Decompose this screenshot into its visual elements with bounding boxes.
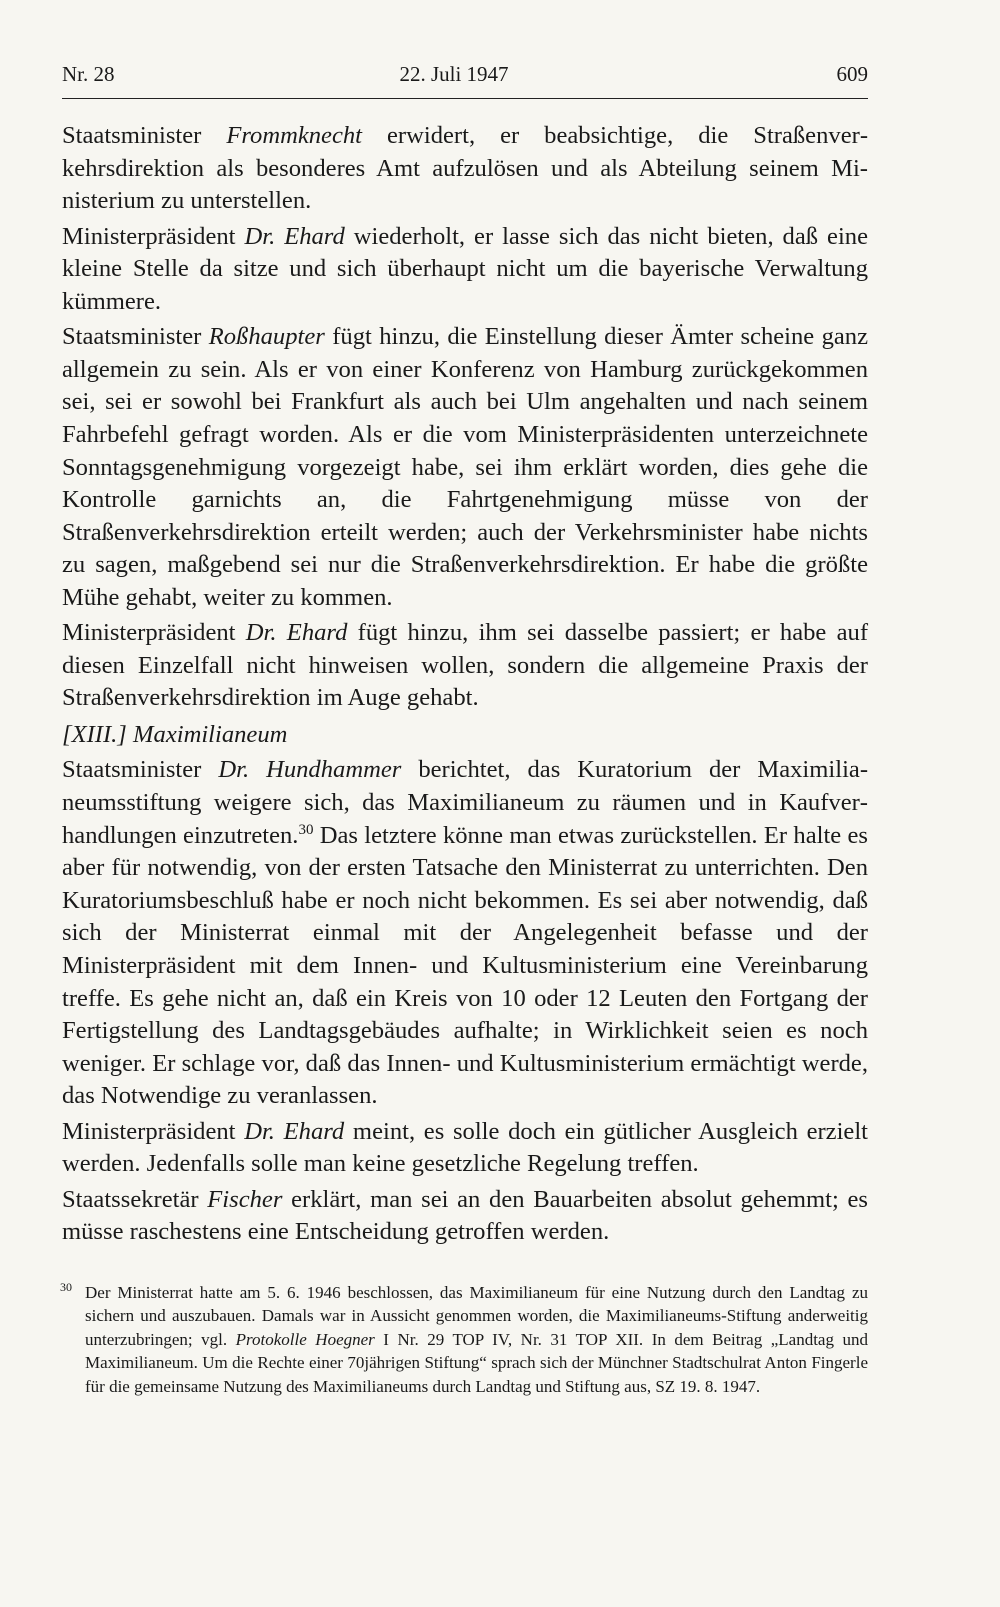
speaker-name: Dr. Ehard [245,619,348,647]
paragraph: Ministerpräsident Dr. Ehard meint, es solle doch ein gütlicher Ausgleich erzielt werden. Jedenfalls solle man keine gesetzliche Regelung treffen. [62,1117,869,1178]
main-text [62,120,868,1252]
page-header [62,58,868,99]
header-date: 22. Juli 1947 [399,62,509,86]
speaker-name: Dr. Ehard [244,222,345,250]
footnote [62,1281,868,1398]
speaker-name: Dr. Hundhammer [218,756,402,784]
reference-title: Protokolle Hoegner [235,1329,375,1349]
speaker-name: Roßhaupter [208,323,325,351]
paragraph: Staatsminister Dr. Hundhammer berichtet, das Kuratorium der Maximilianeumsstiftung weigere sich, das Maximilianeum zu räumen und in Kaufverhandlungen einzutreten.$^{30}$ Das letztere könne man etwas zurückstellen. Er halte es aber für notwendig, von der ersten Tatsache den Ministerrat zu unterrichten. Den Kuratoriumsbeschluß habe er noch nicht bekommen. Es sei aber notwendig, daß sich der Ministerrat einmal mit der Angelegenheit befasse und der Ministerpräsident mit dem Innen- und Kultusministerium eine Vereinbarung treffe. Es gehe nicht an, daß ein Kreis von 10 oder 12 Leuten den Fortgang der Fertigstellung des Landtagsgebäudes aufhalte; in Wirklichkeit seien es noch weniger. Er schlage vor, daß das Innen- und Kultusministerium ermächtigt werde, das Notwendige zu veranlassen. [62,756,869,1110]
page-number: 609 [836,62,868,86]
paragraph: Staatsminister Roßhaupter fügt hinzu, die Einstellung dieser Ämter scheine ganz allgemein zu sein. Als er von einer Konferenz von Hamburg zurückgekommen sei, sei er sowohl bei Frankfurt als auch bei Ulm angehalten und nach seinem Fahrbefehl gefragt worden. Als er die vom Ministerpräsidenten unterzeichnete Sonntagsgenehmigung vorgezeigt habe, sei ihm erklärt worden, dies gehe die Kontrolle garnichts an, die Fahrtgenehmigung müsse von der Straßenverkehrsdirektion erteilt werden; auch der Verkehrsminister habe nichts zu sagen, maßgebend sei nur die Straßenverkehrsdirektion. Er habe die größte Mühe gehabt, weiter zu kommen. [62,323,868,611]
speaker-name: Fischer [207,1185,283,1213]
footnote-reference[interactable]: 30 [298,821,314,838]
paragraph: Staatsminister Frommknecht erwidert, er beabsichtige, die Straßenverkehrsdirektion als besonderes Amt aufzulösen und als Abteilung seinem Ministerium zu unterstellen. [62,122,869,215]
paragraph: Ministerpräsident Dr. Ehard fügt hinzu, ihm sei dasselbe passiert; er habe auf diesen Einzelfall nicht hinweisen wollen, sondern die allgemeine Praxis der Straßenverkehrsdirektion im Auge gehabt. [62,619,869,712]
document-number: Nr. 28 [62,62,115,86]
section-heading: [XIII.] Maximilianeum [62,721,288,749]
paragraph: Ministerpräsident Dr. Ehard wiederholt, er lasse sich das nicht bieten, daß eine kleine Stelle da sitze und sich überhaupt nicht um die bayerische Verwaltung kümmere. [62,222,868,315]
footnote-text: Der Ministerrat hatte am 5. 6. 1946 beschlossen, das Maximilianeum für eine Nutzung durch den Landtag zu sichern und auszubauen. Damals war in Aussicht genommen worden, die Maximilianeums-Stiftung anderweitig unterzubringen; vgl. Protokolle Hoegner I Nr. 29 TOP IV, Nr. 31 TOP XII. In dem Beitrag „Landtag und Maximilianeum. Um die Rechte einer 70jährigen Stiftung“ sprach sich der Münchner Stadtschulrat Anton Fingerle für die gemeinsame Nutzung des Maximilianeums durch Landtag und Stiftung aus, SZ 19. 8. 1947. [85,1283,868,1396]
paragraph: Staatssekretär Fischer erklärt, man sei an den Bauarbeiten absolut gehemmt; es müsse raschestens eine Entscheidung getroffen werden. [62,1185,868,1246]
speaker-name: Dr. Ehard [244,1117,345,1145]
footnote-number: 30 [60,1280,72,1294]
speaker-name: Frommknecht [226,122,363,149]
footnotes [62,1281,868,1398]
